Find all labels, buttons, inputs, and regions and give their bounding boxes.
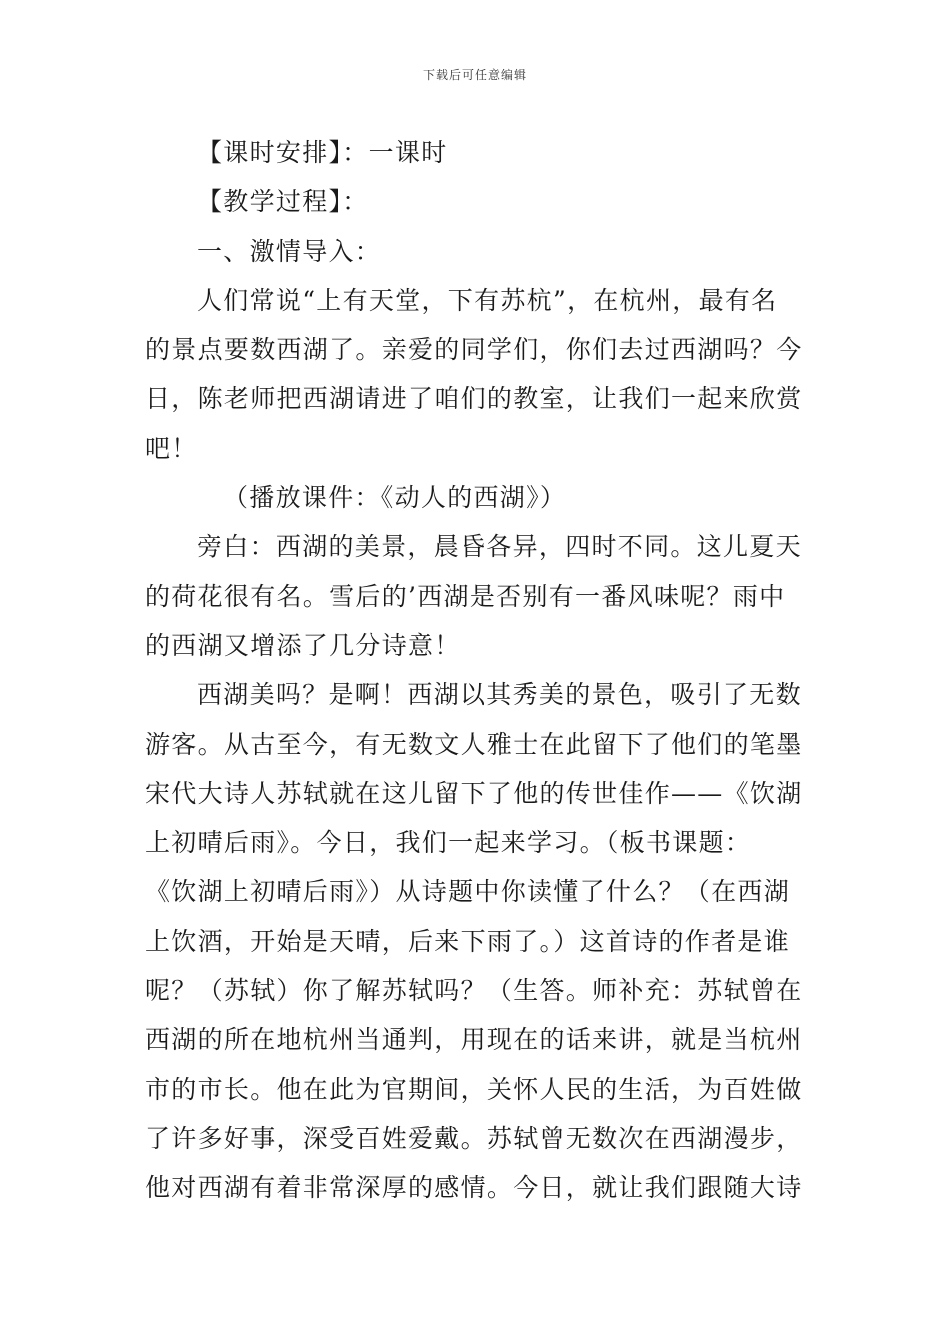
text-line: 《饮湖上初晴后雨》）从诗题中你读懂了什么？（在西湖 — [145, 877, 791, 907]
text-line: 了许多好事，深受百姓爱戴。苏轼曾无数次在西湖漫步， — [145, 1123, 803, 1153]
text-line: 上饮酒，开始是天晴，后来下雨了。）这首诗的作者是谁 — [145, 926, 791, 956]
text-line: 的荷花很有名。雪后的’西湖是否别有一番风味呢？雨中 — [145, 581, 786, 611]
page-header: 下载后可任意编辑 — [422, 68, 527, 82]
text-line: 游客。从古至今，有无数文人雅士在此留下了他们的笔墨 — [145, 729, 803, 759]
text-line: 宋代大诗人苏轼就在这儿留下了他的传世佳作——《饮湖 — [145, 778, 803, 808]
text-line: 一、激情导入： — [197, 236, 382, 266]
text-line: 西湖美吗？是啊！西湖以其秀美的景色，吸引了无数 — [197, 680, 802, 710]
text-line: 【教学过程】： — [197, 187, 369, 217]
text-line: 旁白：西湖的美景，晨昏各异，四时不同。这儿夏天 — [197, 532, 802, 562]
text-line: 吧！ — [145, 433, 198, 463]
text-line: 的景点要数西湖了。亲爱的同学们，你们去过西湖吗？今 — [145, 335, 803, 365]
text-line: 上初晴后雨》。今日，我们一起来学习。（板书课题： — [145, 828, 752, 858]
text-line: 的西湖又增添了几分诗意！ — [145, 630, 461, 660]
body-text — [145, 128, 809, 1213]
text-line: 西湖的所在地杭州当通判，用现在的话来讲，就是当杭州 — [145, 1025, 803, 1055]
text-line: 人们常说“上有天堂，下有苏杭”，在杭州，最有名 — [197, 285, 778, 315]
text-line: 市的市长。他在此为官期间，关怀人民的生活，为百姓做 — [145, 1074, 803, 1104]
text-line: 呢？（苏轼）你了解苏轼吗？（生答。师补充：苏轼曾在 — [145, 976, 803, 1006]
text-line: 日，陈老师把西湖请进了咱们的教室，让我们一起来欣赏 — [145, 384, 803, 414]
text-line: 他对西湖有着非常深厚的感情。今日，就让我们跟随大诗 — [145, 1173, 803, 1203]
text-line: 【课时安排】：一课时 — [197, 138, 448, 167]
text-line: （播放课件：《动人的西湖》） — [223, 483, 567, 513]
